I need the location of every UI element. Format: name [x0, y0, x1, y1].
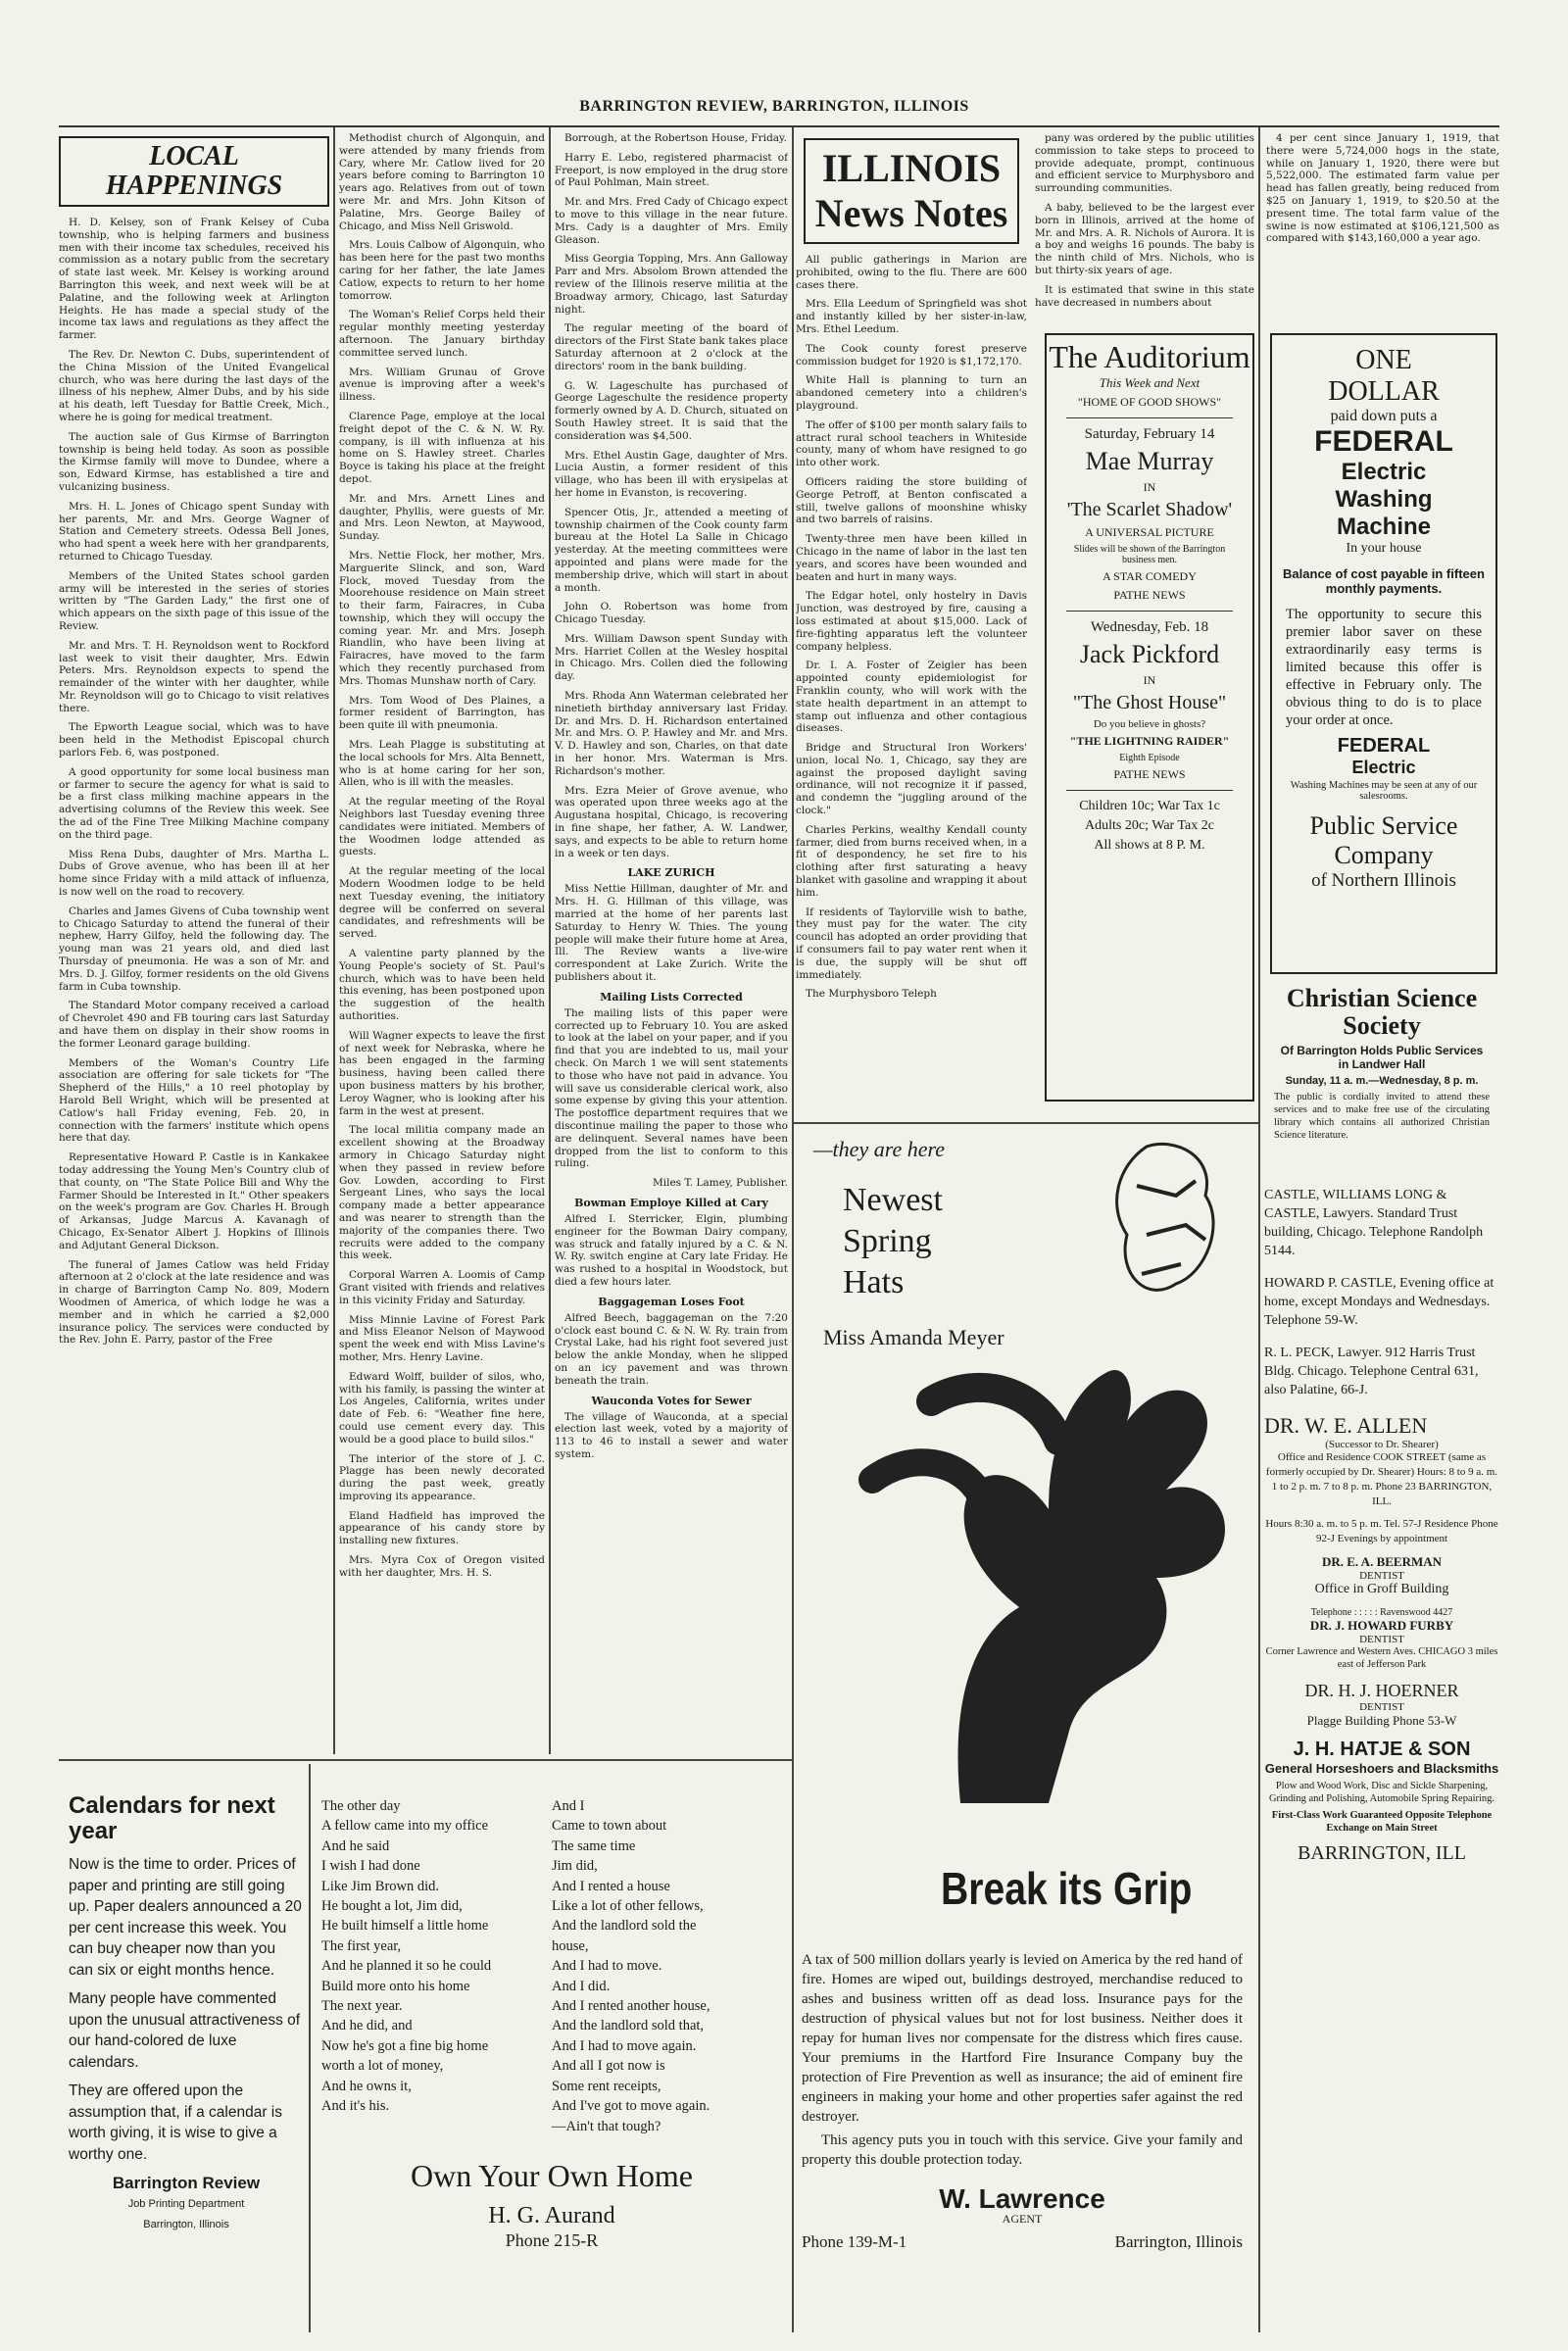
masthead-rule: [59, 125, 1499, 127]
news-item: The Epworth League social, which was to have been held in the Methodist Episcopal church parlors Feb. 6, was postponed.: [59, 721, 329, 759]
poem-line: And he did, and: [321, 2018, 413, 2034]
card-hatje-role: General Horseshoers and Blacksmiths: [1264, 1761, 1499, 1776]
news-item: Mr. and Mrs. Fred Cady of Chicago expect to move to this village in the near future. Mrs. Cady is a daughter of Mrs. Emily Gleason.: [555, 196, 788, 246]
card-allen-hours: Hours 8:30 a. m. to 5 p. m. Tel. 57-J Residence Phone 92-J Evenings by appointment: [1265, 1518, 1498, 1544]
column-five-top: [1035, 132, 1254, 323]
serial: "THE LIGHTNING RAIDER": [1069, 734, 1230, 748]
news-item: Miss Minnie Lavine of Forest Park and Miss Eleanor Nelson of Maywood spent the week end with Miss Lavine's mother, Mrs. Henry Lavine.: [339, 1313, 545, 1363]
star-2: Jack Pickford: [1079, 640, 1220, 668]
calendars-sig-place: Barrington, Illinois: [143, 2219, 229, 2230]
news-item: Mr. and Mrs. T. H. Reynoldson went to Rockford last week to visit their daughter, Mrs. Edwin Peters. Mrs. Reynoldson expects to spend the remainder of the winter with her daughter, while Mr. Reynoldson will go to Chicago to visit relatives there.: [59, 639, 329, 714]
calendars-sig: Barrington Review: [112, 2174, 261, 2192]
news-item: H. D. Kelsey, son of Frank Kelsey of Cuba township, who is helping farmers and business men with their income tax schedules, received his commission as a notary public from the secretary of state last week. Mr. Kelsey is working around Barrington this week, and next week will be at Palatine, and the following week at Arlington Heights. He has made a special study of the income tax laws and regulations as they affect the farmer.: [59, 217, 329, 342]
news-item: Members of the United States school garden army will be interested in the series of stories written by "The Garden Lady," the first one of which appears on the sixth page of this issue of the Review.: [59, 569, 329, 632]
card-allen-office: Office and Residence COOK STREET (same as formerly occupied by Dr. Shearer) Hours: 8 to 9 a. m. 1 to 2 p. m. 7 to 8 p. m. Phone 23 BARRINGTON, ILL.: [1265, 1451, 1498, 1507]
divider: [1066, 611, 1233, 612]
insurance-ad-body: A tax of 500 million dollars yearly is levied on America by the red hand of fire. Homes are wiped out, buildings destroyed, merchandise reduced to ashes and business written off as dead loss. Insurance pays for the destruction of physical values but not for lost business. Neither does it repay for human lives nor compensate for the distress which fires cause. Your premiums in the Hartford Fire Insurance Company buy the protection of Fire Prevention as well as insurance; the aid of eminent fire engineers in making your home and other properties safer against the red destroyer.: [802, 1952, 1243, 2125]
poem-line: Now he's got a fine big home: [321, 2037, 489, 2054]
fed-one: ONE: [1355, 345, 1412, 375]
card-furby-address: Corner Lawrence and Western Aves. CHICAGO 3 miles east of Jefferson Park: [1265, 1646, 1498, 1670]
poem-line: And it's his.: [321, 2098, 390, 2115]
poem-line: Build more onto his home: [321, 1978, 470, 1994]
news-item: Mrs. Tom Wood of Des Plaines, a former resident of Barrington, has been quite ill with pneumonia.: [339, 694, 545, 732]
news-item: Mrs. Myra Cox of Oregon visited with her daughter, Mrs. H. S.: [339, 1554, 545, 1579]
poem-line: Some rent receipts,: [552, 2078, 662, 2094]
card-hatje: J. H. HATJE & SON: [1293, 1739, 1471, 1760]
news-item: Officers raiding the store building of George Petroff, at Benton confiscated a still, twelve gallons of moonshine whisky and two barrels of raisins.: [796, 475, 1027, 526]
card-beerman: DR. E. A. BEERMAN: [1321, 1554, 1443, 1569]
news-item: John O. Robertson was home from Chicago Tuesday.: [555, 601, 788, 626]
news-item: The Cook county forest preserve commission budget for 1920 is $1,172,170.: [796, 342, 1027, 367]
news-item: Will Wagner expects to leave the first of next week for Nebraska, where he has been engaged in the farming business, having been called there upon business matters by his brother, Leroy Wagner, who is looking after his farm in the west at present.: [339, 1029, 545, 1117]
card-hatje-location: First-Class Work Guaranteed Opposite Telephone Exchange on Main Street: [1271, 1810, 1493, 1834]
federal-washer-ad: [1270, 333, 1497, 974]
aurand-name: H. G. Aurand: [488, 2203, 615, 2229]
illinois-title: ILLINOIS: [821, 146, 1002, 190]
news-item: At the regular meeting of the Royal Neighbors last Tuesday evening three candidates were initiated. Members of the Woodmen lodge attended as guests.: [339, 796, 545, 858]
baggageman-article: Alfred Beech, baggageman on the 7:20 o'clock east bound C. & N. W. Ry. train from Crystal Lake, had his right foot severed just below the ankle Monday, when he slipped on an icy pavement and was thrown beneath the train.: [555, 1311, 788, 1387]
news-item: It is estimated that swine in this state have decreased in numbers about: [1035, 283, 1254, 309]
news-item: Charles and James Givens of Cuba township went to Chicago Saturday to attend the funeral of their nephew, Harry Gilfoy, held the following day. The young man was 21 years old, and died last Thursday of pneumonia. He was a son of Mr. and Mrs. D. J. Gilfoy, former residents on the old Givens farm in Cuba township.: [59, 905, 329, 993]
own-your-home: [321, 2156, 782, 2250]
news-item: Corporal Warren A. Loomis of Camp Grant visited with friends and relatives in this vicinity Friday and Saturday.: [339, 1269, 545, 1306]
news-item: Miss Georgia Topping, Mrs. Ann Galloway Parr and Mrs. Absolom Brown attended the review of the Illinois reserve militia at the Broadway armory, Chicago, last Saturday night.: [555, 253, 788, 316]
news-item: Methodist church of Algonquin, and were attended by many friends from Cary, where Mr. Catlow lived for 20 years before coming to Barrington 10 years ago. Relatives from out of town were Mr. and Mrs. John Kitson of Palatine, Mrs. George Bailey of Chicago, and Miss Nell Griswold.: [339, 132, 545, 232]
news-item: Mrs. William Grunau of Grove avenue is improving after a week's illness.: [339, 366, 545, 404]
news-item: If residents of Taylorville wish to bathe, they must pay for the water. The city council has adopted an order providing that if consumers fail to pay water rent when it is due, the supply will be shut off immediately.: [796, 906, 1027, 981]
poem-line: The same time: [552, 1837, 636, 1854]
poem-line: And I've got to move again.: [552, 2098, 710, 2115]
cs-times: Sunday, 11 a. m.—Wednesday, 8 p. m.: [1285, 1075, 1479, 1087]
column-rule: [333, 127, 335, 1754]
poem-line: He bought a lot, Jim did,: [321, 1898, 463, 1915]
card-barrington: BARRINGTON, ILL: [1298, 1842, 1466, 1864]
news-2: PATHE NEWS: [1113, 767, 1186, 781]
auditorium-title: The Auditorium: [1049, 339, 1250, 374]
poem-line: The first year,: [321, 1937, 402, 1954]
psc-2: Company: [1334, 841, 1434, 869]
poem-line: Like a lot of other fellows,: [552, 1898, 704, 1915]
news-item: Mrs. Ezra Meier of Grove avenue, who was operated upon three weeks ago at the Augustana hospital, Chicago, is recovering in fine shape, her father, A. W. Landwer, says, and expects to be able to return home in a week or ten days.: [555, 784, 788, 859]
fed-house: In your house: [1346, 541, 1422, 556]
ghost-question: Do you believe in ghosts?: [1093, 718, 1206, 730]
fed-electric-2: Electric: [1351, 758, 1416, 777]
news-item: Members of the Woman's Country Life association are offering for sale tickets for "The Shepherd of the Hills," a 10 reel photoplay by Harold Bell Wright, which will be presented at Catlow's hall Friday evening, Feb. 20, in connection with the farmers' institute which opens here that day.: [59, 1056, 329, 1145]
hats-tagline: —they are here: [813, 1137, 945, 1161]
poem-line: Like Jim Brown did.: [321, 1878, 440, 1894]
column-six-top: [1266, 132, 1499, 299]
slides-note: Slides will be shown of the Barrington business men.: [1073, 544, 1226, 565]
poem-line: —Ain't that tough?: [552, 2118, 662, 2134]
baggageman-heading: Baggageman Loses Foot: [598, 1295, 745, 1308]
illinois-news-articles: [796, 254, 1027, 1001]
mailing-lists-article: The mailing lists of this paper were corrected up to February 10. You are asked to look at the label on your paper, and if you find that you are indebted to us, mail your check. On March 1 we will sent statements to those who have not paid in advance. You will save us considerable clerical work, also some expense by giving this your attention. The postoffice department requires that we discontinue mailing the paper to those who are delinquent. Several names have been dropped from the list to conform to this ruling.: [555, 1006, 788, 1170]
news-item: The local militia company made an excellent showing at the Broadway armory in Chicago Saturday night when they passed in review before Gov. Lowden, according to First Sergeant Lines, who says the local company made a better appearance and was nearer to strength than the majority of the companies there. Two recruits were added to the company this week.: [339, 1124, 545, 1262]
cs-sub: Of Barrington Holds Public Services in Landwer Hall: [1280, 1044, 1484, 1071]
card-allen: DR. W. E. ALLEN: [1264, 1413, 1428, 1438]
card-furby-phone: Telephone : : : : : Ravenswood 4427: [1310, 1607, 1453, 1618]
local-happenings-heading: LOCAL HAPPENINGS: [59, 136, 329, 207]
show-date-1: Saturday, February 14: [1084, 426, 1215, 442]
card-howard-castle: HOWARD P. CASTLE, Evening office at home, except Mondays and Wednesdays. Telephone 59-W.: [1264, 1276, 1494, 1328]
poem-line: house,: [552, 1937, 589, 1954]
news-item: Edward Wolff, builder of silos, who, with his family, is passing the winter at Los Angeles, California, writes under date of Feb. 6: "Weather fine here, could use cement every day. This would be a good place to build silos.": [339, 1370, 545, 1445]
fed-brand-2: FEDERAL: [1337, 735, 1431, 757]
show-date-2: Wednesday, Feb. 18: [1090, 619, 1209, 635]
poem-line: And I had to move again.: [552, 2037, 697, 2054]
divider: [1066, 790, 1233, 791]
news-item: Mrs. Leah Plagge is substituting at the local schools for Mrs. Alta Bennett, who is at home caring for her son, Allen, who is ill with the measles.: [339, 739, 545, 789]
masthead: BARRINGTON REVIEW, BARRINGTON, ILLINOIS: [579, 98, 969, 115]
section-rule: [792, 1122, 1258, 1124]
mailing-lists-heading: Mailing Lists Corrected: [600, 990, 743, 1004]
price-adults: Adults 20c; War Tax 2c: [1085, 818, 1214, 833]
fed-opportunity: The opportunity to secure this premier labor saver on these extraordinarily easy terms is limited because this offer is effective in February only. The obvious thing to do is to place your order at once.: [1286, 607, 1482, 728]
fed-machine: Machine: [1336, 514, 1432, 540]
poem-line: And he planned it so he could: [321, 1958, 492, 1975]
cs-title-1: Christian Science: [1286, 984, 1478, 1012]
poem-line: And I did.: [552, 1978, 611, 1994]
card-peck: R. L. PECK, Lawyer. 912 Harris Trust Bldg. Chicago. Telephone Central 631, also Palatine, 66-J.: [1264, 1346, 1479, 1397]
agent-name: W. Lawrence: [939, 2183, 1105, 2214]
news-item: A valentine party planned by the Young People's society of St. Paul's church, which was to have been held this evening, has been postponed upon the suggestion of the health authorities.: [339, 948, 545, 1022]
news-item: Borrough, at the Robertson House, Friday.: [564, 132, 787, 144]
news-item: All public gatherings in Marion are prohibited, owing to the flu. There are 600 cases there.: [796, 254, 1027, 291]
news-item: Mrs. Ella Leedum of Springfield was shot and instantly killed by her sister-in-law, Mrs. Ethel Leedum.: [796, 298, 1027, 335]
poem-line: And he said: [321, 1837, 390, 1854]
christian-science-ad: [1264, 985, 1499, 1176]
news-item: A baby, believed to be the largest ever born in Illinois, arrived at the home of Mr. and Mrs. A. R. Nichols of Aurora. It is a boy and weighs 16 pounds. The baby is the ninth child of Mrs. Nichols, who is but thirty-six years of age.: [1035, 201, 1254, 276]
film-1: 'The Scarlet Shadow': [1066, 499, 1233, 520]
auditorium-ad: [1045, 333, 1254, 1102]
poem-line: And I: [552, 1798, 585, 1814]
news-item: A good opportunity for some local business man or farmer to secure the agency for what is said to be a first class milking machine appears in the advertising columns of the Review this week. See the ad of the Fine Tree Milking Machine company on the third page.: [59, 765, 329, 841]
in-label-2: IN: [1143, 673, 1156, 687]
hats-spring: Spring: [843, 1223, 932, 1259]
column-three-articles: [555, 132, 788, 859]
local-happenings-column: [59, 132, 329, 1754]
card-allen-successor: (Successor to Dr. Shearer): [1325, 1439, 1439, 1450]
news-item: The funeral of James Catlow was held Friday afternoon at 2 o'clock at the late residence and was in charge of Barrington Camp No. 809, Modern Woodmen of America, of which lodge he was a member and in which he carried a $2,000 insurance policy. The services were conducted by the Rev. John E. Parry, pastor of the Free: [59, 1258, 329, 1347]
news-item: Mrs. Ethel Austin Gage, daughter of Mrs. Lucia Austin, a former resident of this village, who has been ill with erysipelas at her home in Evanston, is recovering.: [555, 449, 788, 499]
fed-stores: Washing Machines may be seen at any of our salesrooms.: [1290, 780, 1478, 802]
news-item: The interior of the store of J. C. Plagge has been newly decorated during the past week, greatly improving its appearance.: [339, 1452, 545, 1502]
show-time: All shows at 8 P. M.: [1094, 838, 1205, 853]
card-beerman-role: DENTIST: [1359, 1570, 1404, 1582]
poem-line: I wish I had done: [321, 1858, 420, 1875]
auditorium-subtitle: This Week and Next: [1099, 375, 1200, 390]
column-three: [555, 132, 788, 1754]
poem-line: Jim did,: [552, 1858, 598, 1875]
illinois-news-column: [796, 132, 1027, 1117]
card-hoerner: DR. H. J. HOERNER: [1304, 1681, 1459, 1700]
column-six-articles: [1266, 132, 1499, 245]
news-item: At the regular meeting of the local Modern Woodmen lodge to be held next Tuesday evening, the initiatory degree will be conferred on several candidates, and refreshments will be served.: [339, 865, 545, 941]
poem-line: A fellow came into my office: [321, 1818, 489, 1835]
column-two: [339, 132, 545, 1754]
bowman-heading: Bowman Employe Killed at Cary: [574, 1196, 768, 1209]
news-item: Mrs. Rhoda Ann Waterman celebrated her ninetieth birthday anniversary last Friday. Dr. and Mrs. D. H. Richardson entertained Mr. and Mrs. O. P. Hawley and Mr. and Mrs. V. D. Hawley and son, Charles, on that date in her honor. Mrs. Waterman is Mrs. Richardson's mother.: [555, 690, 788, 777]
column-rule: [792, 127, 794, 2332]
agent-phone: Phone 139-M-1: [802, 2232, 907, 2251]
cs-body: The public is cordially invited to attend these services and to make free use of the circulating library which contains all authorized Christian Science literature.: [1274, 1092, 1490, 1141]
news-item: Mrs. H. L. Jones of Chicago spent Sunday with her parents, Mr. and Mrs. George Wagner of Station and Cemetery streets. Odessa Bell Jones, who had spent a week here with her grandparents, returned to Chicago Tuesday.: [59, 500, 329, 563]
card-furby-role: DENTIST: [1359, 1634, 1404, 1645]
lake-zurich-article: Miss Nettie Hillman, daughter of Mr. and Mrs. H. G. Hillman of this village, was married at the home of her parents last Saturday to Henry W. Thies. The young people will make their future home at Area, Ill. The Review wants a live-wire correspondent at Lake Zurich. Write the publishers about it.: [555, 883, 788, 984]
episode: Eighth Episode: [1119, 753, 1180, 763]
news-item: Mrs. William Dawson spent Sunday with Mrs. Harriet Collen at the Wesley hospital in Chicago. Mrs. Collen died the following day.: [555, 632, 788, 683]
news-item: The regular meeting of the board of directors of the First State bank takes place Saturday afternoon at 2 o'clock at the directors' room in the bank building.: [555, 322, 788, 372]
poem-line: And I had to move.: [552, 1958, 662, 1975]
insurance-ad-body-2: This agency puts you in touch with this service. Give your family and property this double protection today.: [802, 2132, 1243, 2168]
column-five-articles: [1035, 132, 1254, 309]
local-happenings-articles: [59, 217, 329, 1347]
fed-paid: paid down puts a: [1330, 408, 1438, 424]
price-children: Children 10c; War Tax 1c: [1079, 799, 1220, 813]
fed-brand: FEDERAL: [1314, 425, 1453, 458]
news-item: The offer of $100 per month salary fails to attract rural school teachers in Whiteside county, many of whom have resigned to go into other work.: [796, 418, 1027, 469]
news-item: 4 per cent since January 1, 1919, that there were 5,724,000 hogs in the state, while on January 1, 1920, there were but 5,522,000. The estimated farm value per head has fallen greatly, being reduced from $25 on January 1, 1919, to $20.50 at the present time. The total farm value of the swine is now estimated at $106,121,500 as compared with $143,160,000 a year ago.: [1266, 132, 1499, 245]
news-item: White Hall is planning to turn an abandoned cemetery into a children's playground.: [796, 374, 1027, 412]
poem-line: Came to town about: [552, 1818, 667, 1835]
news-item: Miss Rena Dubs, daughter of Mrs. Martha L. Dubs of Grove avenue, who has been ill at her home since Friday with a mild attack of influenza, is now well on the road to recovery.: [59, 848, 329, 899]
news-item: pany was ordered by the public utilities commission to take steps to proceed to provide adequate, prompt, continuous and efficient service to Murphysboro and surrounding communities.: [1035, 132, 1254, 195]
news-notes-title: News Notes: [814, 191, 1008, 235]
news-item: The Murphysboro Teleph: [806, 988, 937, 1001]
poem-line: And the landlord sold that,: [552, 2018, 705, 2034]
news-item: The auction sale of Gus Kirmse of Barrington township is being held today. As soon as possible the Kirmse family will move to Dundee, where a son, Edward Kirmse, has established a tire and vulcanizing business.: [59, 430, 329, 493]
news-item: Dr. I. A. Foster of Zeigler has been appointed county epidemiologist for Franklin county, who will work with the state health department in an attempt to stamp out influenza and other contagious diseases.: [796, 660, 1027, 735]
in-label-1: IN: [1143, 480, 1156, 494]
calendars-ad: [69, 1793, 304, 2303]
bowman-article: Alfred I. Sterricker, Elgin, plumbing engineer for the Bowman Dairy company, was struck and fatally injured by a C. & N. W. Ry. switch engine at Cary late Friday. He was rushed to a hospital in Woodstock, but died a few hours later.: [555, 1212, 788, 1288]
divider: [1066, 417, 1233, 418]
news-item: G. W. Lageschulte has purchased of George Lageschulte the residence property formerly owned by A. D. Church, situated on South Hawley street. It is said that the consideration was $4,500.: [555, 379, 788, 442]
news-item: Representative Howard P. Castle is in Kankakee today addressing the Young Men's Country club of that county, on "The State Police Bill and Why the Farmer Should be Interested in It." Other speakers on the week's program are Gov. Charles H. Brough of Arkansas, Judge Marcus A. Kavanagh of Chicago, Ex-Senator Albert J. Hopkins of Illinois and Adjutant General Dickson.: [59, 1151, 329, 1251]
illinois-news-heading: [804, 138, 1019, 244]
poem-line: And I rented another house,: [552, 1998, 710, 2015]
cs-title-2: Society: [1343, 1011, 1421, 1040]
column-rule: [1258, 127, 1260, 2332]
poem-line: And I rented a house: [552, 1878, 670, 1894]
calendars-sig-dept: Job Printing Department: [127, 2197, 245, 2210]
card-furby: DR. J. HOWARD FURBY: [1309, 1618, 1454, 1633]
insurance-ad: [802, 1950, 1243, 2252]
poem-line: He built himself a little home: [321, 1918, 489, 1935]
card-hatje-services: Plow and Wood Work, Disc and Sickle Sharpening, Grinding and Polishing, Automobile Spring Repairing.: [1268, 1781, 1495, 1804]
news-item: Mrs. Louis Calbow of Algonquin, who has been here for the past two months caring for her father, the late James Catlow, expects to return to her home tomorrow.: [339, 239, 545, 302]
poem-line: worth a lot of money,: [321, 2058, 444, 2075]
fed-dollar: DOLLAR: [1328, 376, 1440, 407]
calendars-para-1: Now is the time to order. Prices of paper and printing are still going up. Paper dealers announced a 20 per cent increase this week. You can buy cheaper now than you can six or eight months hence.: [69, 1856, 302, 1979]
column-rule: [309, 1764, 311, 2332]
poem-line: And the landlord sold the: [552, 1918, 697, 1935]
card-castle: CASTLE, WILLIAMS LONG & CASTLE, Lawyers. Standard Trust building, Chicago. Telephone Randolph 5144.: [1264, 1188, 1484, 1258]
psc-3: of Northern Illinois: [1311, 870, 1456, 891]
break-its-grip-title: Break its Grip: [941, 1863, 1193, 1914]
news-1: PATHE NEWS: [1113, 588, 1186, 602]
agent-label: AGENT: [1002, 2212, 1043, 2226]
column-two-articles: [339, 132, 545, 1580]
news-item: Twenty-three men have been killed in Chicago in the name of labor in the last ten years, and scores have been wounded and beaten and hurt in many ways.: [796, 533, 1027, 583]
news-item: Eland Hadfield has improved the appearance of his candy store by installing new fixtures.: [339, 1509, 545, 1547]
card-beerman-office: Office in Groff Building: [1314, 1582, 1449, 1596]
calendars-para-2: Many people have commented upon the unusual attractiveness of our hand-colored de luxe calendars.: [69, 1990, 301, 2071]
film-2: "The Ghost House": [1072, 692, 1227, 713]
calendars-para-3: They are offered upon the assumption that, if a calendar is worth giving, it is wise to give a worthy one.: [69, 2082, 282, 2163]
hats-newest: Newest: [843, 1182, 943, 1218]
news-item: Mrs. Nettie Flock, her mother, Mrs. Marguerite Slinck, and son, Ward Flock, moved Tuesday from the Moorehouse residence on Main street to their farm, Fairacres, in Cuba township, which they will occupy the coming year. Mr. and Mrs. Joseph Riandlin, who have been living at Fairacres, have moved to the farm which they recently purchased from Mrs. Thomas Munshaw north of Cary.: [339, 549, 545, 687]
fed-balance: Balance of cost payable in fifteen monthly payments.: [1283, 566, 1485, 596]
studio-1: A UNIVERSAL PICTURE: [1085, 525, 1214, 539]
aurand-phone: Phone 215-R: [505, 2230, 599, 2250]
hats-hats: Hats: [843, 1264, 905, 1300]
poem-line: The other day: [321, 1798, 401, 1814]
news-item: The Rev. Dr. Newton C. Dubs, superintendent of the China Mission of the United Evangelical church, who was here during the last days of the illness of his nephew, Almer Dubs, and by his side at his death, left Tuesday for Battle Creek, Mich., where he is going for medical treatment.: [59, 348, 329, 423]
news-item: The Woman's Relief Corps held their regular monthly meeting yesterday afternoon. The January birthday committee served lunch.: [339, 309, 545, 359]
calendars-title: Calendars for next year: [69, 1792, 275, 1844]
poem-line: And he owns it,: [321, 2078, 412, 2094]
agent-place: Barrington, Illinois: [1114, 2232, 1243, 2251]
card-hoerner-role: DENTIST: [1359, 1701, 1404, 1713]
poem-right: [552, 1796, 787, 2136]
poem-line: The next year.: [321, 1998, 403, 2015]
professional-cards: [1264, 1186, 1499, 2342]
wauconda-heading: Wauconda Votes for Sewer: [591, 1394, 752, 1407]
news-item: The Standard Motor company received a carload of Chevrolet 490 and FB touring cars last Saturday and have them on display in their show rooms in the former Leonard garage building.: [59, 1000, 329, 1050]
news-item: Mr. and Mrs. Arnett Lines and daughter, Phyllis, were guests of Mr. and Mrs. Leon Newton, at Maywood, Sunday.: [339, 492, 545, 543]
psc-1: Public Service: [1309, 811, 1458, 840]
news-item: Charles Perkins, wealthy Kendall county farmer, died from burns received when, in a fit of despondency, he set fire to his clothing after first saturating a heavy blanket with gasoline and wrapping it about him.: [796, 823, 1027, 899]
auditorium-tagline: "HOME OF GOOD SHOWS": [1077, 395, 1222, 409]
column-rule: [549, 127, 551, 1754]
own-home-headline: Own Your Own Home: [410, 2158, 693, 2193]
poem-left: [321, 1796, 547, 2117]
red-hand-of-fire-icon: [813, 1284, 1245, 1803]
news-item: Spencer Otis, Jr., attended a meeting of township chairmen of the Cook county farm bureau at the Hotel La Salle in Chicago yesterday. At the meeting committees were appointed and plans were made for the membership drive, which will start in about a month.: [555, 506, 788, 594]
card-hoerner-office: Plagge Building Phone 53-W: [1306, 1713, 1457, 1728]
fed-electric: Electric: [1341, 459, 1427, 485]
fed-washing: Washing: [1335, 486, 1433, 513]
hats-signature: Miss Amanda Meyer: [823, 1325, 1004, 1349]
star-1: Mae Murray: [1085, 447, 1214, 475]
news-item: Bridge and Structural Iron Workers' union, local No. 1, Chicago, say they are against the proposed daylight saving ordinance, will not recognize it if passed, and condemn the "juggling around of the clock.": [796, 742, 1027, 817]
wauconda-article: The village of Wauconda, at a special election last week, voted by a majority of 113 to 46 to install a sewer and water system.: [555, 1410, 788, 1460]
news-item: Clarence Page, employe at the local freight depot of the C. & N. W. Ry. company, is ill with influenza at his home on S. Hawley street. Charles Boyce is taking his place at the freight depot.: [339, 410, 545, 485]
section-rule: [59, 1759, 792, 1761]
news-item: The Edgar hotel, only hostelry in Davis Junction, was destroyed by fire, causing a loss estimated at about $15,000. Lack of fire-fighting apparatus left the volunteer company helpless.: [796, 590, 1027, 653]
news-item: Harry E. Lebo, registered pharmacist of Freeport, is now employed in the drug store of Paul Pohlman, Main street.: [555, 151, 788, 189]
comedy: A STAR COMEDY: [1102, 569, 1197, 583]
mailing-lists-signature: Miles T. Lamey, Publisher.: [653, 1177, 788, 1190]
lake-zurich-heading: LAKE ZURICH: [627, 866, 715, 880]
poem-line: And all I got now is: [552, 2058, 665, 2075]
